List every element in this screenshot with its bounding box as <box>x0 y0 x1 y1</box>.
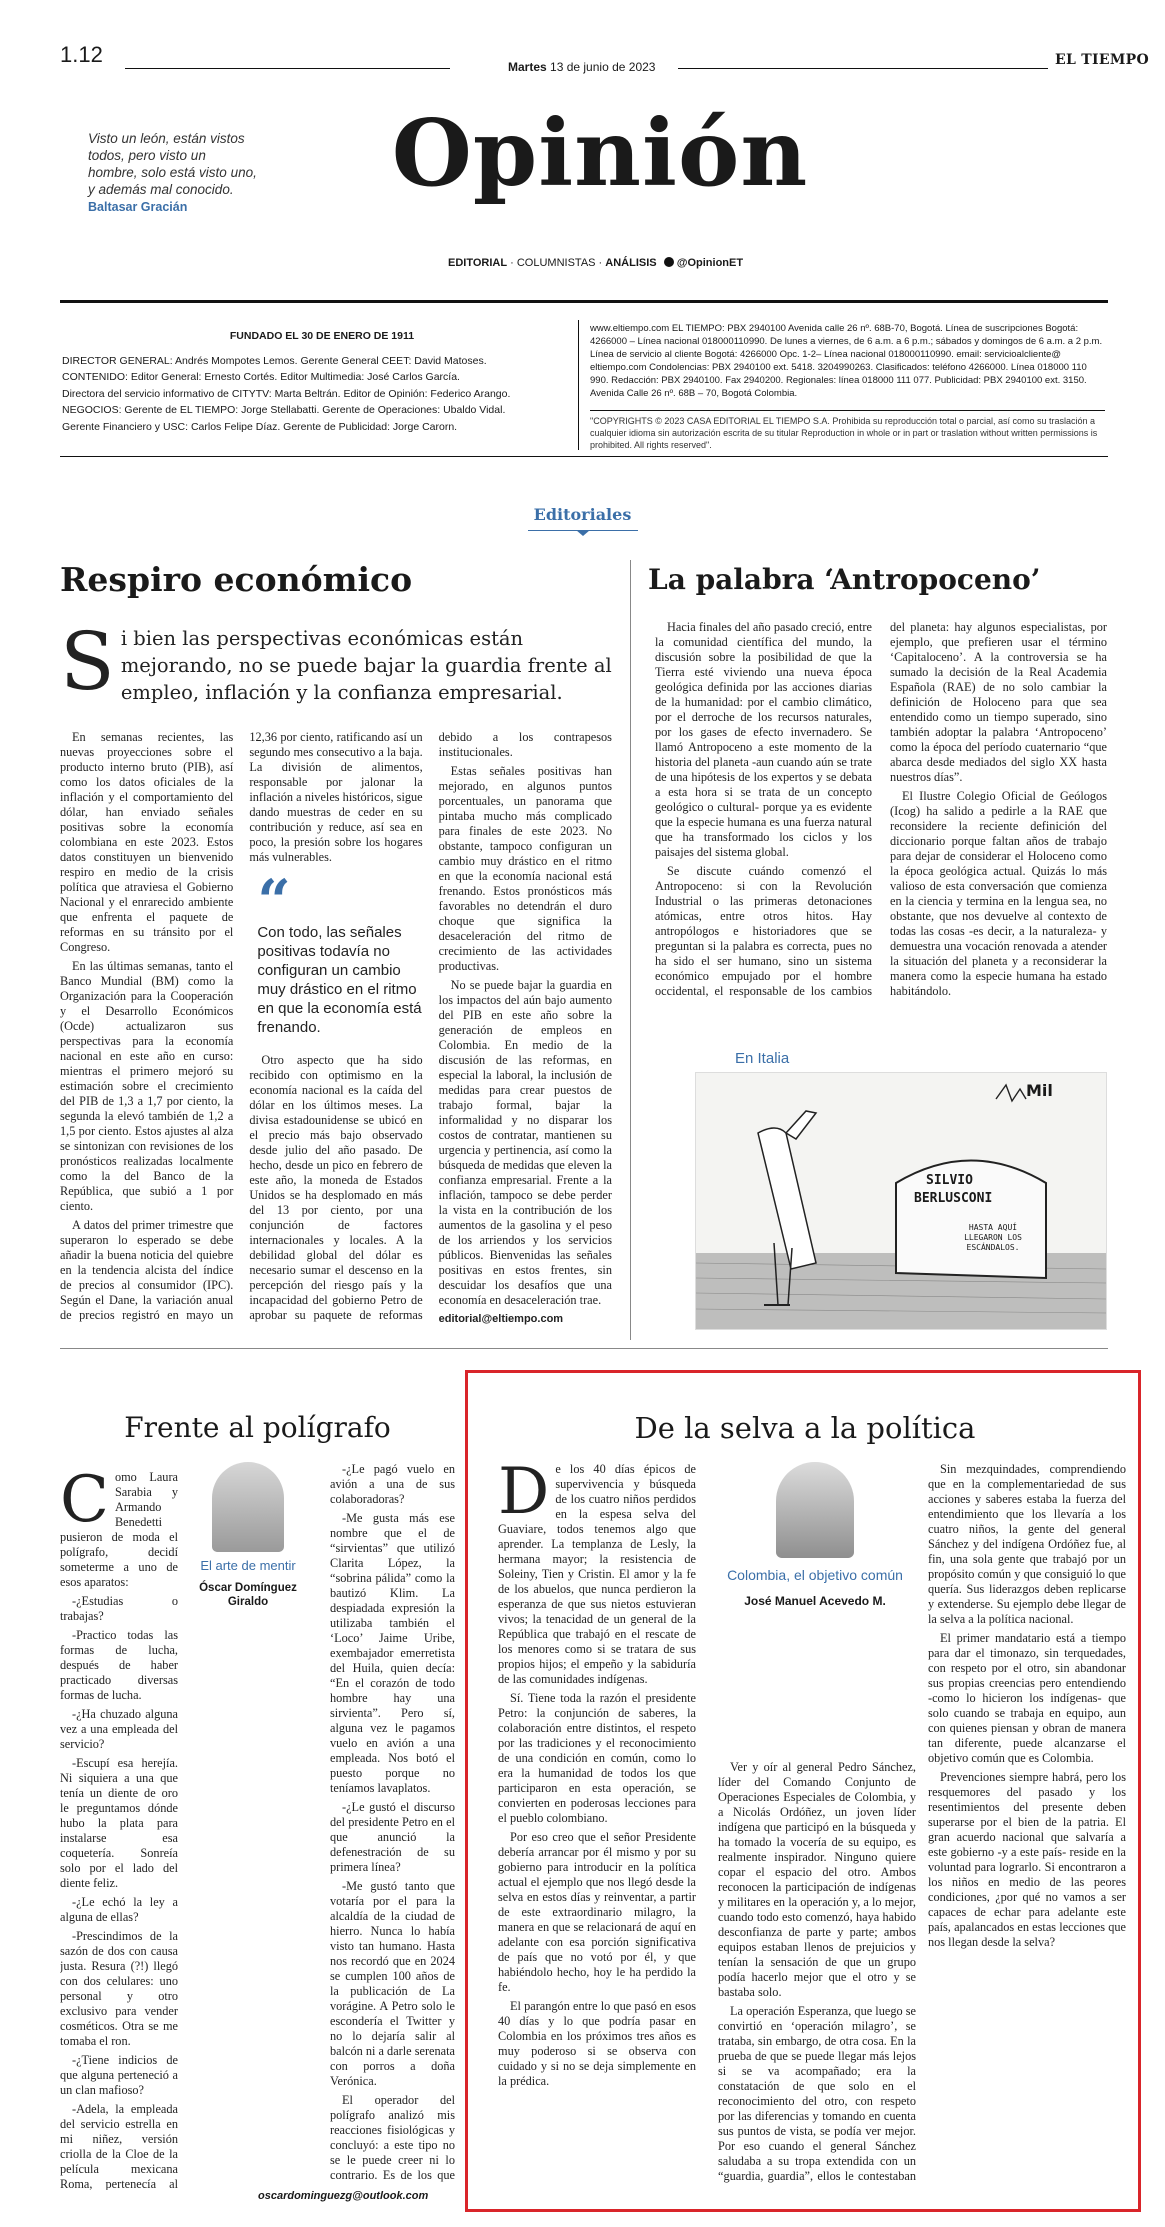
column1-paragraph: El operador del polígrafo analizó mis reacciones fisiológicas y concluyó: a este tipo no se le puede creer ni lo contrario. Es de los que <box>330 2093 455 2182</box>
page-number: 1.12 <box>60 42 103 67</box>
column1-paragraph: -Me gusta más ese nombre que el de “sirvientas” que utilizó Clarita López, la “sobrina pálida” como la bautizó Klim. La despiadada expresión la utilizaba también el ‘Loco’ Jaime Uribe, exembajador emerretista del Huila, quien decía: “En el corazón de todo hombre hay una sirvienta”. Pero sí, alguna vez le pagamos vuelo en avión a una empleada. Nos botó el puesto porque no teníamos lavaplatos. <box>330 1511 455 1795</box>
column1-email[interactable]: oscardominguezg@outlook.com <box>258 2190 429 2202</box>
editorial1-title: Respiro económico <box>60 560 413 599</box>
masthead-contact: www.eltiempo.com EL TIEMPO: PBX 2940100 Avenida calle 26 nº. 68B-70, Bogotá. Línea de suscripciones Bogotá: 4266000 – Línea nacional 018000110990. De lunes a viernes, de 6 a.m. a 6 p.m.; sábados y domingos de 6 a.m. a 2 p.m. Línea de servicio al cliente Bogotá: 4266000 Opc. 1-2– Línea nacional 018000110990. email: servicioalcliente@ eltiempo.com Condolencias: PBX 2940100 ext. 5418. 3204990263. Clasificados: teléfono 4266000. Línea 018000 110 990. Redacción: PBX 2940100. Fax 2940200. Regionales: línea 018000 111 077. Publicidad: PBX 2940100 ext. 3150. Avenida Calle 26 nº. 68B – 70, Bogotá Colombia. <box>590 323 1103 399</box>
cartoon-signature: Mil <box>1026 1081 1053 1100</box>
quote-author: Baltasar Gracián <box>88 200 188 214</box>
column2-title: De la selva a la política <box>634 1411 976 1445</box>
header-rule-left <box>125 68 450 69</box>
masthead-line: Directora del servicio informativo de CITYTV: Marta Beltrán. Editor de Opinión: Federico Arango. <box>62 387 511 400</box>
column-divider <box>630 560 631 1340</box>
section-nav <box>448 257 743 269</box>
editorial1-email[interactable]: editorial@eltiempo.com <box>438 1313 564 1325</box>
avatar <box>212 1462 284 1552</box>
editorial1-lead <box>60 615 620 708</box>
cartoon <box>695 1072 1107 1330</box>
column1-paragraph: -Prescindimos de la sazón de dos con causa justa. Resura (?!) llegó con dos celulares: uno personal y otro exclusivo para vender cosméticos. Otra se me tomaba el ron. <box>60 1929 178 2048</box>
editorial2-paragraph: El Ilustre Colegio Oficial de Geólogos (Icog) ha salido a pedirle a la RAE que reconsidere la reciente definición del diccionario porque faltan años de trabajo para dejar de considerar el Holoceno como la época geológica actual. Quizás lo más valioso de esta conversación que comienza en la ciencia y termina en la lengua sea, no obstante, que nos devuelve al contexto de todas las cosas -es decir, a la naturaleza- y demuestra una vocación renovada a atender la situación del planeta y a reconsiderar la manera como la especie humana ha estado habitándolo. <box>890 789 1107 998</box>
masthead-founded: FUNDADO EL 30 DE ENERO DE 1911 <box>229 330 415 342</box>
editorial1-paragraph: Estas señales positivas han mejorado, en algunos puntos porcentuales, un panorama que pintaba mucho más complicado para finales de este 2023. No obstante, tampoco configuran un cambio muy drástico en el ritmo en que la economía nacional está frenando. Estos pronósticos más favorables no detendrán el duro choque que significa la desaceleración del ritmo de crecimiento de las actividades productivas. <box>438 764 612 973</box>
column1-paragraph: omo Laura Sarabia y Armando Benedetti pusieron de moda el polígrafo, decidí someterme a uno de esos aparatos: <box>60 1470 178 1589</box>
column2-body-col1 <box>498 1462 696 2182</box>
column2-body-col3 <box>928 1462 1126 2182</box>
quote-text: Visto un león, están vistos todos, pero visto un hombre, solo está visto uno, y además mal conocido. <box>88 131 257 197</box>
section-divider <box>60 1348 1108 1349</box>
column1-paragraph: -¿Ha chuzado alguna vez a una empleada del servicio? <box>60 1707 178 1751</box>
column1-paragraph: -Escupí esa herejía. Ni siquiera a una que tenía un diente de oro le preguntamos dónde hubo la plata para instalarse esa coquetería. Sonreía solo por el lado del diente feliz. <box>60 1756 178 1890</box>
editoriales-caret <box>576 530 590 536</box>
column1-title: Frente al polígrafo <box>124 1411 391 1444</box>
column1-paragraph: -¿Le gustó el discurso del presidente Petro en el que anunció la defenestración de su primera línea? <box>330 1800 455 1874</box>
masthead-left <box>62 328 582 435</box>
editorial1-lead-text: i bien las perspectivas económicas están mejorando, no se puede bajar la guardia frente al empleo, inflación y la confianza empresarial. <box>120 627 612 704</box>
editorial1-paragraph: Otro aspecto que ha sido recibido con optimismo en la economía nacional es la caída del dólar en los últimos meses. La divisa estadounidense se ubicó en el precio más bajo observado desde julio del año pasado. De hecho, desde un pico en febrero de este año, la moneda de Estados Unidos se ha desplomado en más del 13 por ciento, por una conjunción de factores internacionales y locales. A la debilidad global del dólar es necesario sumar el descenso en la percepción del riesgo país y la incapacidad del gobierno Petro de aprobar su paquete de reformas debido a los contrapesos institucionales. <box>249 730 612 1322</box>
cartoon-label: En Italia <box>735 1050 790 1067</box>
section-title: Opinión <box>391 99 809 207</box>
date-rest: 13 de junio de 2023 <box>550 60 656 74</box>
masthead-line: Gerente Financiero y USC: Carlos Felipe Díaz. Gerente de Publicidad: Jorge Carorn. <box>62 420 458 433</box>
date-day: Martes <box>508 60 547 74</box>
column1-paragraph: -¿Le echó la ley a alguna de ellas? <box>60 1895 178 1924</box>
column2-paragraph: Sí. Tiene toda la razón el presidente Petro: la conjunción de saberes, la colaboración entre distintos, el respeto por las tradiciones y el reconocimiento de una condición en común, como lo era la humanidad de todos los que participaron en esta operación, se convierten en poderosas lecciones para el pueblo colombiano. <box>498 1691 696 1825</box>
masthead-inner-rule <box>590 410 1105 411</box>
editorial2-paragraph: Se discute cuándo comenzó el Antropoceno: si con la Revolución Industrial o las primeras detonaciones atómicas, entre otros hitos. Hay antropólogos e historiadores que se preguntan si la palabra es correcta, pues no ha sido el ser humano, sino un sistema económico empujado por el hombre occidental, el responsable de los cambios del planeta: hay algunos especialistas, por ejemplo, que prefieren usar el término ‘Capitaloceno’. A la controversia se ha sumado la decisión de la Real Academia Española (RAE) de no solo cambiar la definición de Holoceno para que sea entendido como un tiempo superado, sino también adoptar la palabra ‘Antropoceno’ como la época del período cuaternario “que abarca desde mediados del siglo XX hasta nuestros días”. <box>655 620 1107 998</box>
column2-author-block <box>720 1462 910 1609</box>
editorial1-paragraph: En las últimas semanas, tanto el Banco Mundial (BM) como la Organización para la Cooperación y el Desarrollo Económicos (Ocde) actualizaron sus perspectivas para la economía nacional en este año en curso: mientras el primero mejoró su estimación sobre el crecimiento del PIB de 1,3 a 1,7 por ciento, la segunda la elevó también de 1,2 a 1,5 por ciento. Estos ajustes al alza se sintonizan con revisiones de los pronósticos realizadas localmente como la del Banco de la República, que subió a 1 por ciento. <box>60 959 234 1213</box>
quote-marks-icon: “ <box>257 867 291 935</box>
column2-body-col2 <box>718 1760 916 2185</box>
column2-paragraph: e los 40 días épicos de supervivencia y búsqueda de los cuatro niños perdidos en la espesa selva del Guaviare, todos tenemos algo que aprender. La templanza de Lesly, la hermana mayor; la resistencia de Soleiny, Tien y Cristin. El amor y la fe de los abuelos, que nunca perdieron la esperanza de que sus nietos estuvieran vivos; la tenacidad de un general de la República que trabajó en el rescate de los menores como si se tratara de sus propios hijos; el empeño y la sabiduría de las comunidades indígenas. <box>498 1462 696 1686</box>
column2-paragraph: Ver y oír al general Pedro Sánchez, líder del Comando Conjunto de Operaciones Especiales de Colombia, y a Nicolás Ordóñez, un joven líder indígena que participó en la búsqueda y ha tomado la vocería de su equipo, es realmente inspirador. Ninguno quiere copar el espacio del otro. Ambos reconocen la participación de indígenas y militares en la operación y, a lo mejor, cuando todo esto comenzó, haya habido desconfianza de parte y parte; ambos equipos estaban llenos de prejuicios y tenían la sensación de que un grupo podía hacerlo mejor que el otro y se bastaba solo. <box>718 1760 916 1999</box>
column1-author: Óscar Domínguez Giraldo <box>199 1582 297 1608</box>
column2-author: José Manuel Acevedo M. <box>744 1594 886 1608</box>
editorial2-title: La palabra ‘Antropoceno’ <box>648 563 1041 596</box>
column1-paragraph: -¿Estudias o trabajas? <box>60 1594 178 1623</box>
column1-body-col2 <box>330 1462 455 2182</box>
gravestone-name-1: SILVIO <box>926 1173 973 1188</box>
editorial1-dropcap: S <box>60 615 115 708</box>
editorial2-body <box>655 620 1107 1040</box>
editorial1-pullquote-box <box>249 867 422 1047</box>
nav-handle[interactable]: @OpinionET <box>676 257 744 269</box>
column1-paragraph: -Me gustó tanto que votaría por el para la alcaldía de la ciudad de hierro. Nunca lo había visto tan humano. Hasta nos recordó que en 2024 se cumplen 100 años de la publicación de La vorágine. A Petro solo le escondería el Twitter y no lo dejaría salir al balcón ni a darle serenata con porros a doña Verónica. <box>330 1879 455 2088</box>
column1-author-block <box>178 1462 318 1609</box>
editorial1-pullquote: Con todo, las señales positivas todavía no configuran un cambio muy drástico en el ritmo en que la economía está frenando. <box>257 924 422 1036</box>
masthead-line: DIRECTOR GENERAL: Andrés Mompotes Lemos. Gerente General CEET: David Matoses. <box>62 354 487 367</box>
gravestone-epitaph: HASTA AQUÍ LLEGARON LOS ESCÁNDALOS. <box>964 1223 1022 1252</box>
brand-logo: EL TIEMPO <box>1055 52 1149 68</box>
column1-paragraph: -¿Tiene indicios de que alguna perteneció a un clan mafioso? <box>60 2053 178 2097</box>
twitter-icon <box>664 257 674 267</box>
masthead-line: NEGOCIOS: Gerente de EL TIEMPO: Jorge Stellabatti. Gerente de Operaciones: Ubaldo Vidal. <box>62 404 506 416</box>
editorial1-paragraph: A datos del primer trimestre que superaron lo esperado se debe añadir la buena noticia del quiebre en la tendencia alcista del índice de precios al consumidor (IPC). Según el Dane, la variación anual de precios registró en mayo un 12,36 por ciento, ratificando así un segundo mes consecutivo a la baja. La división de alimentos, responsable por jalonar la inflación a niveles históricos, sigue dando muestras de ceder en su contribución y reduce, así sea en poco, la presión sobre los hogares más vulnerables. <box>60 730 423 1322</box>
column2-section-label: Colombia, el objetivo común <box>727 1567 903 1583</box>
column2-paragraph: La operación Esperanza, que luego se convirtió en ‘operación milagro’, se trataba, sin embargo, de otra cosa. En la prueba de que se puede llegar más lejos si se va acompañado; era la constatación de que solo en el reconocimiento del otro, con respeto por las diferencias y tomando en cuenta sus puntos de vista, se podía ver mejor. Por eso cuando el general Sánchez saludaba a su tropa extendida con un “guardia, guardia”, ellos le contestaban <box>718 2004 916 2183</box>
editorial1-paragraph: No se puede bajar la guardia en los impactos del aún bajo aumento del PIB en este año sobre la generación de empleos en Colombia. En medio de la discusión de las reformas, en especial la laboral, la inclusión de medidas para crear puestos de trabajo formal, bajar la informalidad y no disparar los costos de contratar, mantienen su urgencia y pertinencia, así como la búsqueda de medidas que eleven la confianza empresarial. Frente a la inflación, tampoco se debe perder la vista en la contribución de los aumentos de la gasolina y el peso de los arriendos y los servicios públicos. Bienvenidas las señales positivas en estos frentes, sin descuidar los desafíos que una economía en desaceleración trae. <box>438 978 612 1307</box>
cartoon-drawing <box>696 1073 1106 1329</box>
masthead-top-rule <box>60 300 1108 303</box>
column2-dropcap: D <box>498 1462 550 1529</box>
masthead-copyright: "COPYRIGHTS © 2023 CASA EDITORIAL EL TIEMPO S.A. Prohibida su reproducción total o parcial, así como su traslación a cualquier idioma sin autorización escrita de su titular Reproduction in whole or in part or traslation without written permissions is prohibited. All rights reserved". <box>590 416 1098 450</box>
column1-section-label: El arte de mentir <box>200 1558 296 1573</box>
column2-paragraph: Sin mezquindades, comprendiendo que en la complementariedad de sus acciones y saberes estaba la fuerza del entendimiento que los llevaría a los cuatro niños, la gente del general Sánchez y del indígena Ordóñez fue, al fin, una sola gente que trabajó por un propósito común y que consiguió lo que quería. Sus liderazgos deben replicarse y extenderse. Su ejemplo debe llegar de la selva a la política nacional. <box>928 1462 1126 1626</box>
nav-analisis[interactable]: ANÁLISIS <box>605 257 657 269</box>
column1-paragraph: -¿Le pagó vuelo en avión a una de sus colaboradoras? <box>330 1462 455 1506</box>
column1-paragraph: -Adela, la empleada del servicio estrella en mi niñez, versión criolla de la Cloe de la película mexicana Roma, pertenecía al <box>60 2102 178 2190</box>
gravestone-name-2: BERLUSCONI <box>914 1191 993 1206</box>
editorial1-paragraph: En semanas recientes, las nuevas proyecciones sobre el producto interno bruto (PIB), así como los datos oficiales de la inflación y el comportamiento del dólar, han enviado señales positivas sobre la economía colombiana en este 2023. Estos datos constituyen un bienvenido respiro en medio de la crisis política que atraviesa el Gobierno Nacional y el enrarecido ambiente que enfrenta el paquete de reformas en su tránsito por el Congreso. <box>60 730 234 954</box>
nav-editorial[interactable]: EDITORIAL <box>448 257 508 269</box>
masthead-bottom-rule <box>60 456 1108 457</box>
nav-columnistas[interactable]: · COLUMNISTAS · <box>510 257 603 269</box>
column1-body-col1 <box>60 1470 178 2190</box>
editorial1-body <box>60 730 612 1340</box>
avatar <box>776 1462 854 1558</box>
column2-paragraph: Por eso creo que el señor Presidente debería arrancar por él mismo y por su gobierno para introducir en la política actual el ejemplo que nos llegó desde la selva en estos días y reinventar, a partir de este extraordinario milagro, la manera en que se relacionará de aquí en adelante con esa porción significativa de país que no votó por él, y que habiéndolo hecho, hoy le ha perdido la fe. <box>498 1830 696 1994</box>
column2-paragraph: Prevenciones siempre habrá, pero los resquemores del pasado y los resentimientos del presente deben superarse por el bien de la patria. El gran acuerdo nacional que salvaría a este gobierno -y a este país- reside en la voluntad para lograrlo. Si encontraron a los niños en medio de las peores condiciones, ¿por qué no vamos a ser capaces de echar para adelante este país, apalancados en estas lecciones que nos llegan desde la selva? <box>928 1770 1126 1949</box>
column1-dropcap: C <box>60 1470 109 1537</box>
header-rule-right <box>678 68 1048 69</box>
masthead-divider <box>578 320 579 450</box>
column1-paragraph: -Practico todas las formas de lucha, después de haber practicado diversas formas de lucha. <box>60 1628 178 1702</box>
editoriales-label: Editoriales <box>533 505 632 524</box>
editorial2-paragraph: Hacia finales del año pasado creció, entre la comunidad científica del mundo, la discusión sobre la posibilidad de que la Tierra esté viviendo una nueva época geológica definida por las acciones diarias de la humanidad: por el cambio climático, por el derroche de los recursos naturales, por los gases de efecto invernadero. Se llamó Antropoceno a este momento de la historia del planeta -aun cuando aún se trate de una hipótesis de los expertos y se debata a esta hora si se trata de un concepto geológico o cultural- porque ya es evidente que la especie humana es una fuerza natural que ha transformado los ciclos y los paisajes del sistema global. <box>655 620 872 859</box>
column2-paragraph: El parangón entre lo que pasó en esos 40 días y lo que podría pasar en Colombia en los próximos tres años es muy poderoso si se observa con cuidado y si no se deja simplemente en la prédica. <box>498 1999 696 2088</box>
column2-paragraph: El primer mandatario está a tiempo para dar el timonazo, sin terquedades, con respeto por el otro, sin abandonar sus propias creencias pero entendiendo -como lo hicieron los indígenas- que solo cuando se trabaja en equipo, aun con quienes piensan y obran de manera tan diferente, puede alcanzarse el objetivo común que es Colombia. <box>928 1631 1126 1765</box>
date-line <box>508 60 655 74</box>
masthead-line: CONTENIDO: Editor General: Ernesto Cortés. Editor Multimedia: José Carlos García. <box>62 371 460 383</box>
header-quote <box>88 130 258 216</box>
